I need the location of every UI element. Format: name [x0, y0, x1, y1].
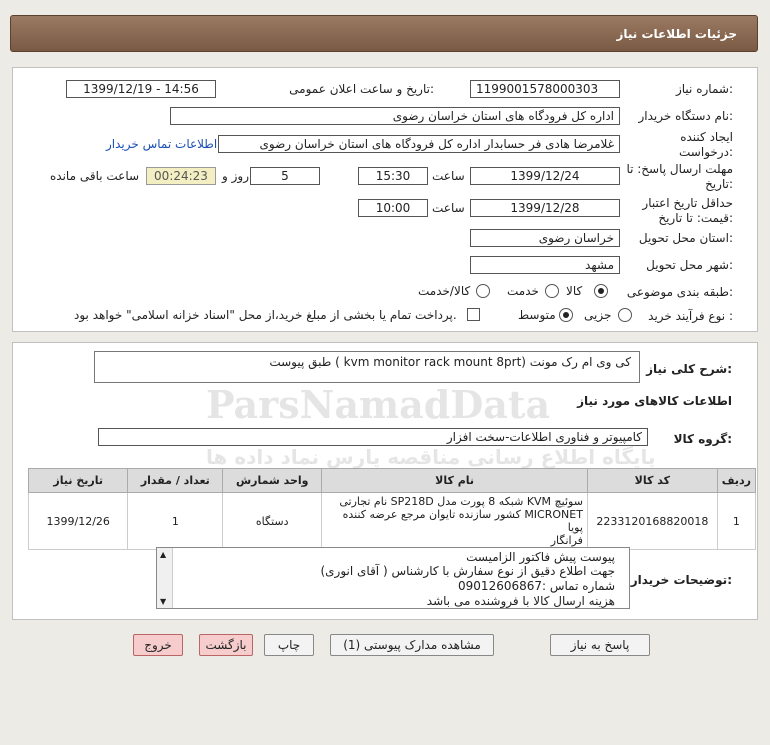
watermark-fa: پایگاه اطلاع رسانی مناقصه پارس نماد داده ها: [206, 445, 656, 469]
category-radio-goods[interactable]: [594, 284, 608, 298]
treasury-payment-note: پرداخت تمام یا بخشی از مبلغ خرید،از محل "اسناد خزانه اسلامی" خواهد بود.: [74, 308, 457, 322]
col-name: نام کالا: [322, 469, 588, 493]
province-label: استان محل تحویل:: [638, 231, 733, 245]
category-option-service: خدمت: [507, 284, 539, 298]
city-label: شهر محل تحویل:: [646, 258, 733, 272]
col-date: تاریخ نیاز: [29, 469, 128, 493]
validity-date-field: 1399/12/28: [470, 199, 620, 217]
need-number-field: 1199001578000303: [470, 80, 620, 98]
row-date: 1399/12/26: [29, 493, 128, 550]
notes-line: جهت اطلاع دقیق از نوع سفارش با کارشناس ( آقای انوری): [320, 564, 615, 578]
page-title: جزئیات اطلاعات نیاز: [616, 27, 737, 41]
summary-text: کی وی ام رک مونت (kvm monitor rack mount 8prt ) طبق پیوست: [269, 355, 631, 369]
row-index: 1: [717, 493, 755, 550]
exit-button[interactable]: خروج: [133, 634, 183, 656]
row-code: 2233120168820018: [587, 493, 717, 550]
row-name: [322, 493, 588, 550]
category-option-goods: کالا: [566, 284, 583, 298]
goods-group-field: کامپیوتر و فناوری اطلاعات-سخت افزار: [98, 428, 648, 446]
notes-line: پیوست پیش فاکتور الزامیست: [466, 550, 615, 564]
row-qty: 1: [128, 493, 223, 550]
goods-table-header: [29, 469, 756, 493]
buyer-notes-box[interactable]: [156, 547, 630, 609]
row-name-line2: MICRONET کشور سازنده تایوان مرجع عرضه کننده پویا: [342, 508, 583, 534]
row-unit: دستگاه: [223, 493, 322, 550]
creator-field: غلامرضا هادی فر حسابدار اداره کل فرودگاه های استان خراسان رضوی: [218, 135, 620, 153]
process-radio-medium[interactable]: [559, 308, 573, 322]
col-index: ردیف: [717, 469, 755, 493]
buyer-notes-label: توضیحات خریدار:: [630, 573, 732, 587]
creator-label: ایجاد کننده درخواست:: [679, 130, 733, 159]
process-option-minor: جزیی: [584, 308, 612, 322]
process-label: نوع فرآیند خرید :: [648, 309, 733, 323]
goods-group-label: گروه کالا:: [673, 432, 732, 446]
table-row: [29, 493, 756, 550]
validity-label: حداقل تاریخ اعتبار قیمت: تا تاریخ:: [642, 196, 733, 225]
goods-section-title: اطلاعات کالاهای مورد نیاز: [577, 394, 732, 408]
need-number-label: شماره نیاز:: [675, 82, 733, 96]
city-field: مشهد: [470, 256, 620, 274]
page-header: [10, 15, 758, 52]
goods-table: [28, 468, 756, 550]
reply-deadline-label: مهلت ارسال پاسخ: تا تاریخ:: [626, 162, 733, 191]
col-code: کد کالا: [587, 469, 717, 493]
reply-date-field: 1399/12/24: [470, 167, 620, 185]
reply-button[interactable]: پاسخ به نیاز: [550, 634, 650, 656]
days-field: 5: [250, 167, 320, 185]
row-name-line3: فرانگار: [550, 534, 583, 547]
category-radio-goods-service[interactable]: [476, 284, 490, 298]
col-qty: تعداد / مقدار: [128, 469, 223, 493]
treasury-payment-checkbox[interactable]: [467, 308, 480, 321]
remaining-label: ساعت باقی مانده: [50, 169, 140, 183]
category-label: طبقه بندی موضوعی:: [626, 285, 733, 299]
process-option-medium: متوسط: [518, 308, 556, 322]
scroll-down-icon[interactable]: ▼: [160, 597, 167, 606]
view-attachments-button[interactable]: مشاهده مدارک پیوستی (1): [330, 634, 494, 656]
province-field: خراسان رضوی: [470, 229, 620, 247]
remaining-time-field: 00:24:23: [146, 167, 216, 185]
validity-time-label: ساعت: [432, 201, 465, 215]
reply-time-label: ساعت: [432, 169, 465, 183]
process-radio-minor[interactable]: [618, 308, 632, 322]
buyer-contact-link[interactable]: اطلاعات تماس خریدار: [106, 137, 218, 151]
buyer-org-label: نام دستگاه خریدار:: [638, 109, 733, 123]
col-unit: واحد شمارش: [223, 469, 322, 493]
days-label: روز و: [222, 169, 249, 183]
row-name-line1: سوئیچ KVM شبکه 8 پورت مدل SP218D نام تجارتی: [339, 495, 583, 508]
reply-time-field: 15:30: [358, 167, 428, 185]
announce-field: 1399/12/19 - 14:56: [66, 80, 216, 98]
validity-time-field: 10:00: [358, 199, 428, 217]
watermark-brand: ParsNamadData: [206, 382, 551, 427]
buyer-org-field: اداره کل فرودگاه های استان خراسان رضوی: [170, 107, 620, 125]
notes-line: هزینه ارسال کالا با فروشنده می باشد: [426, 594, 615, 608]
notes-scrollbar[interactable]: [157, 548, 173, 608]
print-button[interactable]: چاپ: [264, 634, 314, 656]
back-button[interactable]: بازگشت: [199, 634, 253, 656]
announce-label: تاریخ و ساعت اعلان عمومی:: [289, 82, 434, 96]
summary-box: [94, 351, 640, 383]
summary-label: شرح کلی نیاز:: [646, 362, 732, 376]
notes-line: شماره تماس :09012606867: [458, 579, 615, 593]
scroll-up-icon[interactable]: ▲: [160, 550, 167, 559]
category-option-goods-service: کالا/خدمت: [418, 284, 471, 298]
category-radio-service[interactable]: [545, 284, 559, 298]
